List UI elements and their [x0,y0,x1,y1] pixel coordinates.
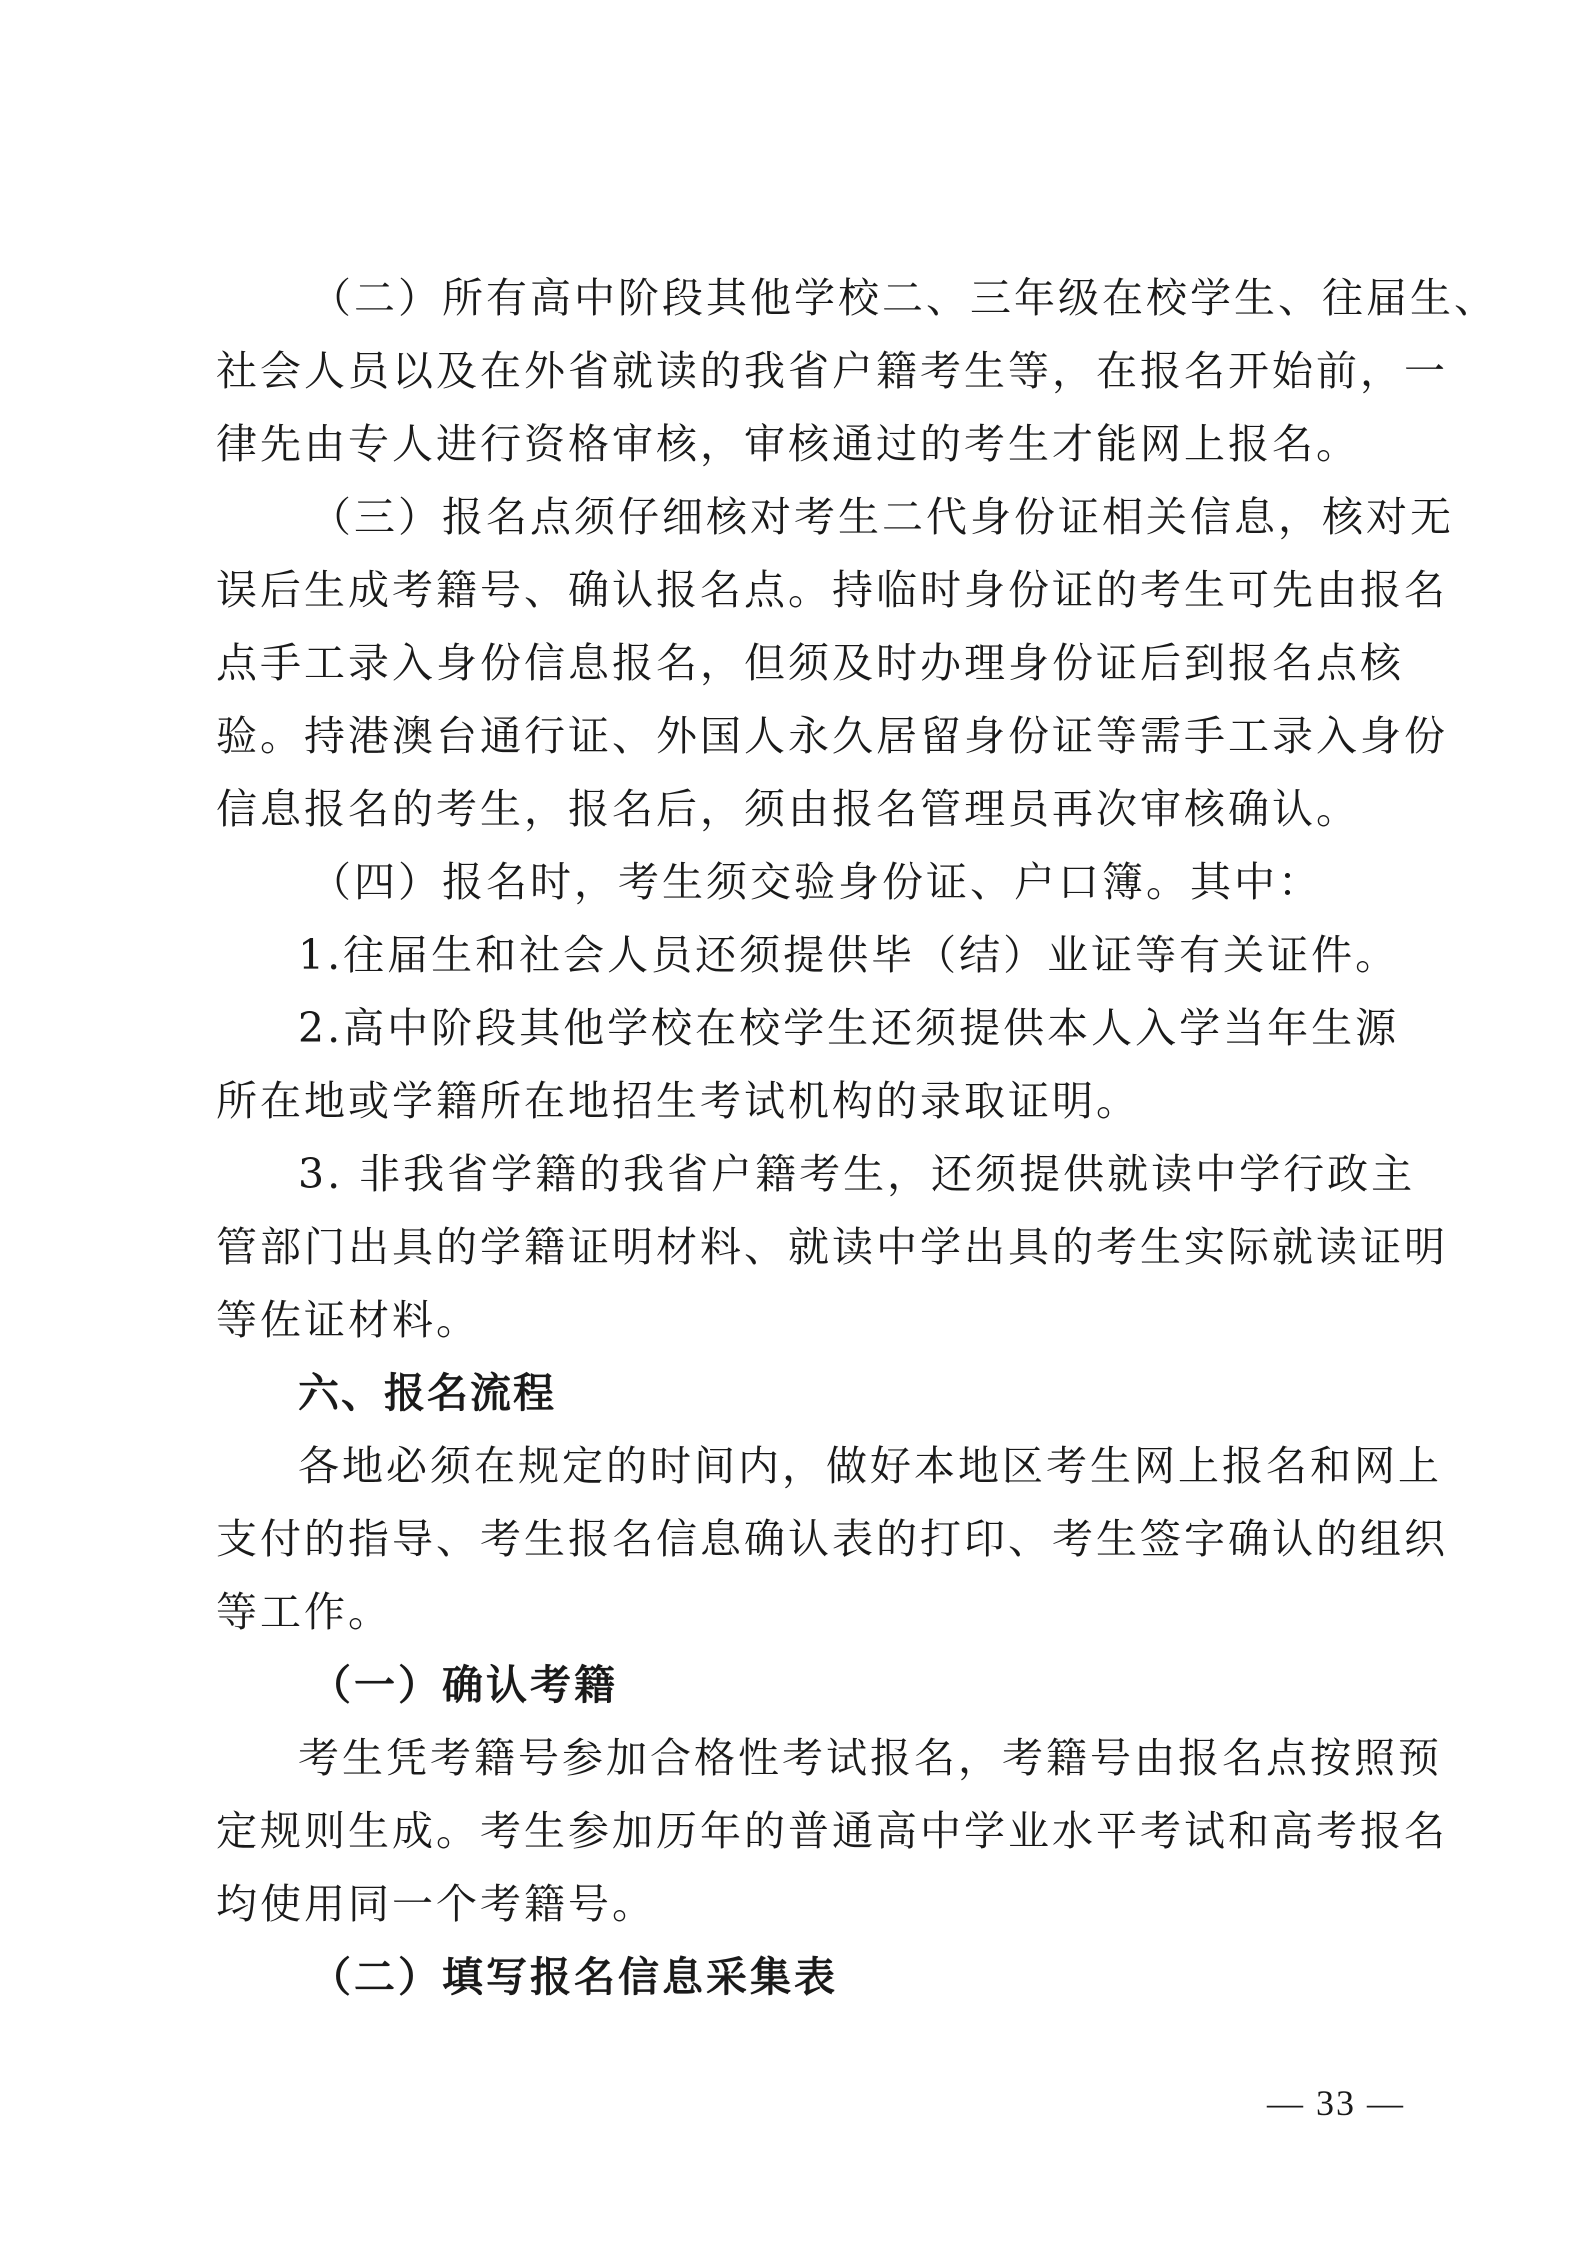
subsection-heading: （一）确认考籍 [310,1661,618,1709]
paragraph-line: （四）报名时，考生须交验身份证、户口簿。其中： [310,858,1322,906]
paragraph-line: 考生凭考籍号参加合格性考试报名，考籍号由报名点按照预 [298,1734,1442,1782]
paragraph-line: 信息报名的考生，报名后，须由报名管理员再次审核确认。 [216,785,1360,833]
paragraph-line: 管部门出具的学籍证明材料、就读中学出具的考生实际就读证明 [216,1223,1448,1271]
paragraph-line: 点手工录入身份信息报名，但须及时办理身份证后到报名点核 [216,639,1404,687]
paragraph-line: 所在地或学籍所在地招生考试机构的录取证明。 [216,1077,1140,1125]
paragraph-line: 定规则生成。考生参加历年的普通高中学业水平考试和高考报名 [216,1807,1448,1855]
paragraph-line: 均使用同一个考籍号。 [216,1880,656,1928]
paragraph-line: 等工作。 [216,1588,392,1636]
paragraph-line: （三）报名点须仔细核对考生二代身份证相关信息，核对无 [310,493,1454,541]
list-item: 3. 非我省学籍的我省户籍考生，还须提供就读中学行政主 [298,1150,1416,1198]
paragraph-line: 律先由专人进行资格审核，审核通过的考生才能网上报名。 [216,420,1360,468]
paragraph-line: 等佐证材料。 [216,1296,480,1344]
paragraph-line: 误后生成考籍号、确认报名点。持临时身份证的考生可先由报名 [216,566,1448,614]
page-number: — 33 — [1267,2083,1405,2123]
list-item: 1.往届生和社会人员还须提供毕（结）业证等有关证件。 [298,931,1400,979]
paragraph-line: （二）所有高中阶段其他学校二、三年级在校学生、往届生、 [310,274,1498,322]
section-heading: 六、报名流程 [298,1369,556,1417]
paragraph-line: 验。持港澳台通行证、外国人永久居留身份证等需手工录入身份 [216,712,1448,760]
paragraph-line: 支付的指导、考生报名信息确认表的打印、考生签字确认的组织 [216,1515,1448,1563]
paragraph-line: 各地必须在规定的时间内，做好本地区考生网上报名和网上 [298,1442,1442,1490]
list-item: 2.高中阶段其他学校在校学生还须提供本人入学当年生源 [298,1004,1400,1052]
subsection-heading: （二）填写报名信息采集表 [310,1953,838,2001]
paragraph-line: 社会人员以及在外省就读的我省户籍考生等，在报名开始前，一 [216,347,1448,395]
